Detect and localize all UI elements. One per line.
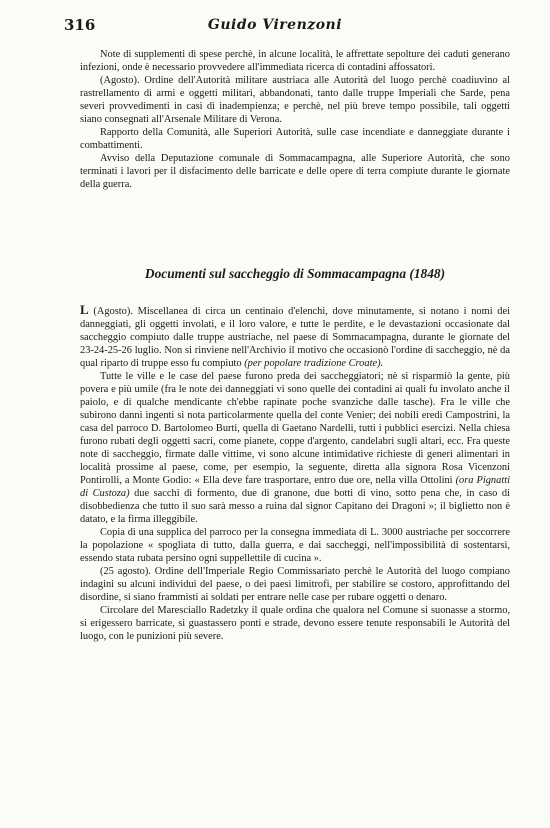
saccheggio-section [80,303,510,643]
paragraph: Rapporto della Comunità, alle Superiori Autorità, sulle case incendiate e danneggiate durante i combattimenti. [80,127,510,151]
initial-letter: L [80,302,89,317]
paragraph: Circolare del Maresciallo Radetzky il quale ordina che qualora nel Comune si suonasse a stormo, si erigessero barricate, si guastassero ponti e strade, devono essere tenute responsabili le Autorità del luogo, con le punizioni più severe. [80,605,510,642]
page-number: 316 [64,16,96,34]
section-title: Documenti sul saccheggio di Sommacampagna (1848) [144,266,446,281]
paragraph-italic-text: (per popolare tradizione Croate). [244,358,384,369]
paragraph: Note di supplementi di spese perchè, in alcune località, le affrettate sepolture dei caduti generano infezioni, onde è necessario provvedere all'immediata ricerca di contadini affossatori. [80,49,510,73]
paragraph [80,370,510,526]
running-head: Guido Virenzoni [207,17,343,33]
page-header [0,16,550,38]
paragraph: (Agosto). Ordine dell'Autorità militare austriaca alle Autorità del luogo perchè coadiuvino al rastrellamento di armi e oggetti militari, abbandonati, tanto dalle truppe Imperiali che Sarde, pena severi provvedimenti in casi di inadempienza; e perchè, nel più breve tempo possibile, tali oggetti siano consegnati all'Arsenale Militare di Verona. [80,75,510,125]
paragraph-text: Tutte le ville e le case del paese furono preda dei saccheggiatori; nè si risparmiò la gente, più povera e più umile (fra le note dei danneggiati vi sono quelle dei contadini ai quali fu involato anche il paiolo, e di qualche mendicante ch'ebbe rapinate poche svanziche dalle tasche). Fra le ville che subirono danni ingenti si nota particolarmente quella del conte Venier; dei nobili eredi Campostrini, la casa del parroco D. Bartolomeo Burti, quella di Gaetano Nardelli, tutti i pubblici esercizi. Nella chiesa furono rubati degli oggetti sacri, come pianete, coppe d'argento, candelabri sugli altari, ecc. Fra queste note di saccheggio, firmate dalle vittime, vi sono alcune intimidative richieste di generi alimentari in località prossime al paese, come, per esempio, la seguente, diretta alla signora Rosa Vicenzoni Pontirolli, a Monte Godio: « Ella deve fare trasportare, entro due ore, nella villa Ottolini [80,371,510,486]
paragraph: Avviso della Deputazione comunale di Sommacampagna, alle Superiore Autorità, che sono terminati i lavori per il disfacimento delle barricate e delle opere di terra compiute durante le giornate della guerra. [80,153,510,190]
paragraph [80,303,510,370]
paragraph-text: (Agosto). Miscellanea di circa un centinaio d'elenchi, dove minutamente, si notano i nomi dei danneggiati, gli oggetti involati, e il loro valore, e tutte le perdite, e le devastazioni occasionate dal saccheggio compiuto dalle truppe austriache, nel paese di Sommacampagna, durante le giornate del 23-24-25-26 luglio. Non si rinviene nell'Archivio il motivo che occasionò l'ordine di saccheggio, nè da qual riparto di truppe esso fu compiuto [80,306,510,369]
paragraph: Copia di una supplica del parroco per la consegna immediata di L. 3000 austriache per soccorrere la popolazione « spogliata di tutto, dalla guerra, e dai saccheggi, nell'impossibilità di sostentarsi, essendo stata rubata persino ogni suppellettile di cucina ». [80,527,510,564]
paragraph-italic-text: (ora Pignatti di Custoza) [80,475,510,499]
paragraph: (25 agosto). Ordine dell'Imperiale Regio Commissariato perchè le Autorità del luogo compiano indagini su alcuni individui del paese, o dei paesi limitrofi, per stabilire se costoro, approfittando del disordine, si siano frammisti ai soldati per entrare nelle case per rubare oggetti o denaro. [80,566,510,603]
intro-section [80,48,510,191]
paragraph-text: due sacchi di formento, due di granone, due botti di vino, sotto pena che, in caso di disobbedienza che tutto il suo sarà messo a ruina dal signor Capitano dei Dragoni »; il biglietto non è datato, e la firma illeggibile. [80,488,510,525]
